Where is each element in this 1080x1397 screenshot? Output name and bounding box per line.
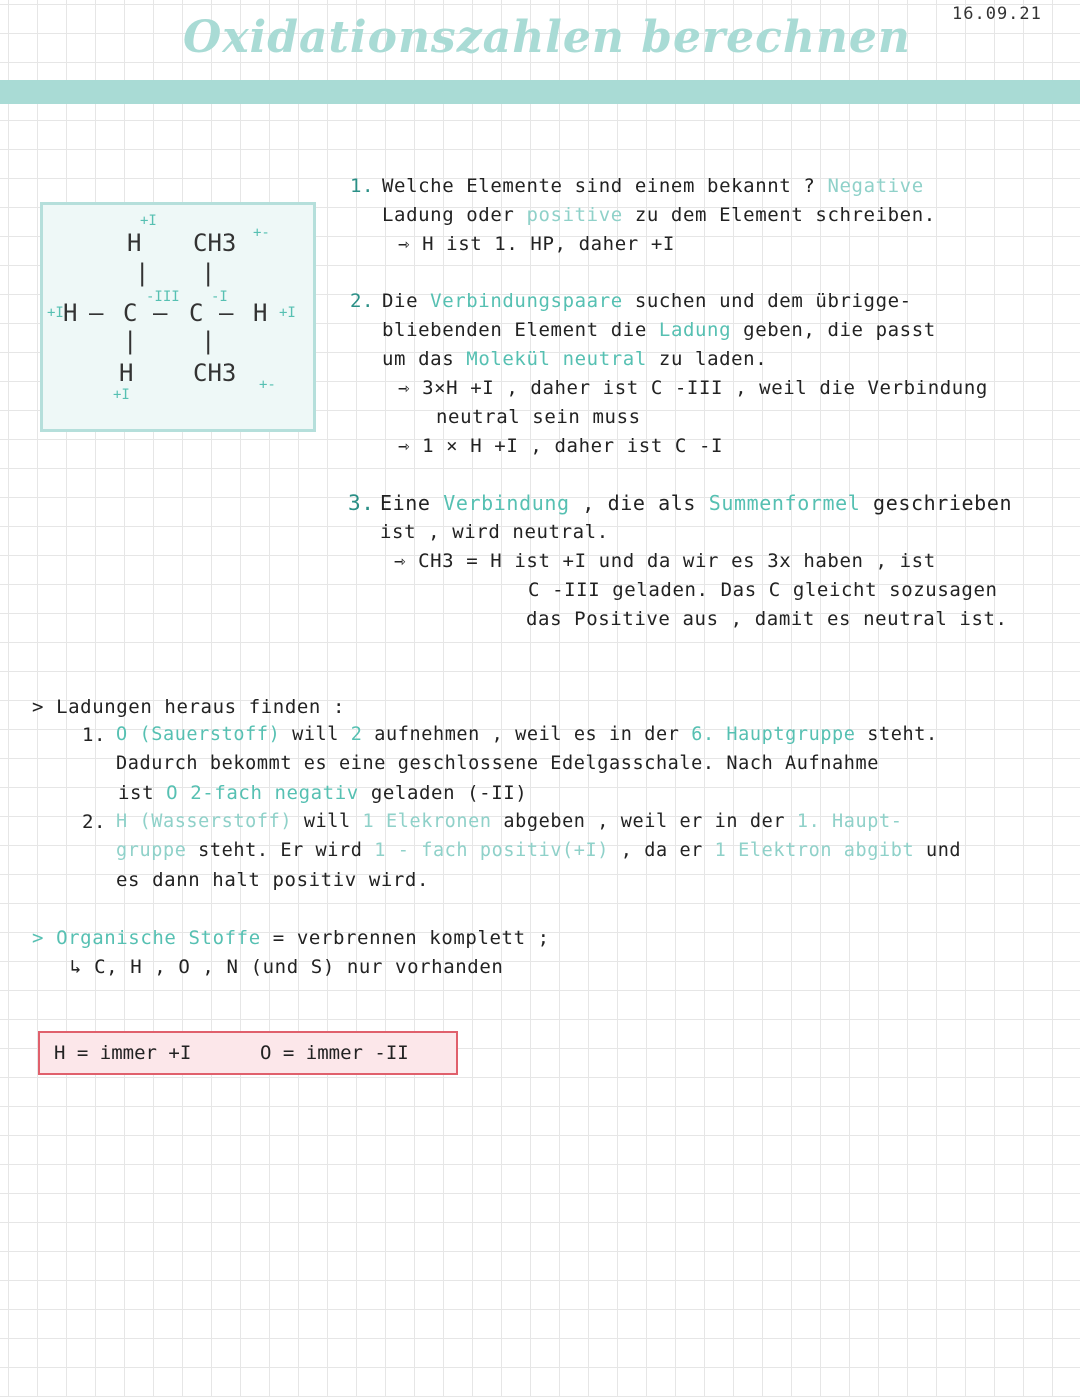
page-title: Oxidationszahlen berechnen [183, 12, 911, 63]
charges-heading: > Ladungen heraus finden : [32, 696, 346, 718]
charge-h-right: +I [279, 305, 296, 321]
atom-ch3-top: CH3 [193, 229, 237, 257]
step-1-line-2: Ladung oder positive zu dem Element schreiben. [382, 204, 936, 226]
charges-item-1-line-2: Dadurch bekommt es eine geschlossene Edelgasschale. Nach Aufnahme [116, 753, 879, 774]
step-1-line-1: Welche Elemente sind einem bekannt ? Negative [382, 175, 924, 197]
charges-item-1-line-1: O (Sauerstoff) will 2 aufnehmen , weil es in der 6. Hauptgruppe steht. [116, 724, 938, 745]
charges-item-2-line-1: H (Wasserstoff) will 1 Elekronen abgeben , weil er in der 1. Haupt- [116, 811, 903, 832]
bond-v2: | [201, 259, 216, 287]
bond-v4: | [201, 327, 216, 355]
charges-item-2-number: 2. [82, 811, 107, 833]
step-3-number: 3. [348, 491, 375, 515]
step-2-number: 2. [350, 290, 375, 312]
charges-item-1-number: 1. [82, 724, 107, 746]
o-rule: O = immer -II [260, 1042, 409, 1064]
step-2-line-5: neutral sein muss [436, 406, 641, 428]
date: 16.09.21 [952, 4, 1042, 24]
charge-h-left: +I [47, 305, 64, 321]
step-3-line-1: Eine Verbindung , die als Summenformel geschrieben [380, 491, 1013, 515]
organic-line-2: ↳ C, H , O , N (und S) nur vorhanden [70, 956, 504, 978]
step-3-line-3: ⇾ CH3 = H ist +I und da wir es 3x haben , ist [394, 550, 936, 572]
atom-h-right: H [253, 299, 268, 327]
step-2-line-2: bliebenden Element die Ladung geben, die passt [382, 319, 936, 341]
atom-c-right: C [189, 299, 204, 327]
organic-line-1: > Organische Stoffe = verbrennen komplett ; [32, 927, 550, 949]
step-2-line-1: Die Verbindungspaare suchen und dem übrigge- [382, 290, 912, 312]
bond-h1: — [89, 299, 104, 327]
atom-c-left: C [123, 299, 138, 327]
step-3-line-5: das Positive aus , damit es neutral ist. [526, 608, 1008, 630]
bond-h2: — [153, 299, 168, 327]
step-2-line-3: um das Molekül neutral zu laden. [382, 348, 768, 370]
charge-c-left: -III [146, 289, 180, 305]
molecule-diagram [40, 202, 316, 432]
step-3-line-2: ist , wird neutral. [380, 521, 609, 543]
step-2-line-6: ⇾ 1 × H +I , daher ist C -I [398, 435, 724, 457]
charge-ch3-bottom: +- [259, 377, 276, 393]
rules-box [38, 1031, 458, 1075]
atom-h-left: H [63, 299, 78, 327]
step-2-line-4: ⇾ 3×H +I , daher ist C -III , weil die Verbindung [398, 377, 988, 399]
step-1-line-3: ⇾ H ist 1. HP, daher +I [398, 233, 675, 255]
charge-ch3-top: +- [253, 225, 270, 241]
charge-c-right: -I [211, 289, 228, 305]
header-band [0, 80, 1080, 104]
atom-h-bottom: H [119, 359, 134, 387]
bond-v1: | [135, 259, 150, 287]
charges-item-1-line-3: ist O 2-fach negativ geladen (-II) [118, 782, 528, 804]
atom-ch3-bottom: CH3 [193, 359, 237, 387]
charge-h-top: +I [140, 213, 157, 229]
charges-item-2-line-2: gruppe steht. Er wird 1 - fach positiv(+I) , da er 1 Elektron abgibt und [116, 840, 962, 861]
bond-v3: | [123, 327, 138, 355]
bond-h3: — [219, 299, 234, 327]
atom-h-top: H [127, 229, 142, 257]
charge-h-bottom: +I [113, 387, 130, 403]
step-1-number: 1. [350, 175, 375, 197]
h-rule: H = immer +I [54, 1042, 192, 1064]
charges-item-2-line-3: es dann halt positiv wird. [116, 869, 430, 891]
step-3-line-4: C -III geladen. Das C gleicht sozusagen [528, 579, 998, 601]
